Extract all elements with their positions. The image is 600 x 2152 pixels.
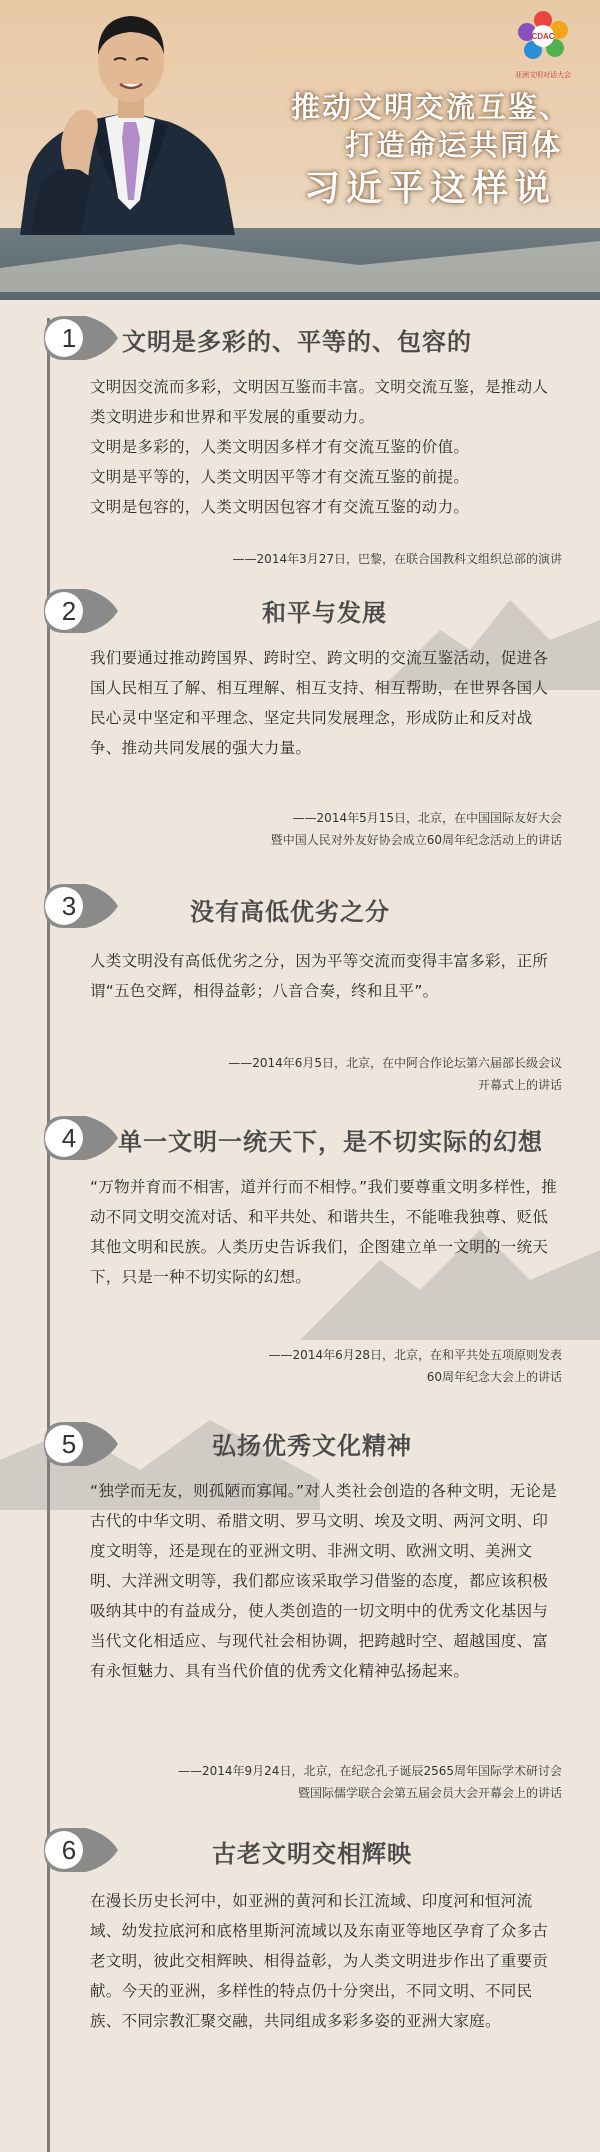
section-number: 5 — [61, 1429, 77, 1459]
source-citation — [92, 1052, 562, 1096]
section-number: 3 — [61, 891, 77, 921]
section-title: 文明是多彩的、平等的、包容的 — [122, 328, 472, 356]
section-number-badge — [38, 585, 120, 637]
source-line: ——2014年6月28日，北京，在和平共处五项原则发表 — [268, 1348, 562, 1362]
source-line: 开幕式上的讲话 — [477, 1078, 562, 1092]
cdac-logo — [508, 8, 578, 86]
headline-line2: 打造命运共同体 — [344, 128, 562, 162]
source-line: ——2014年9月24日，北京，在纪念孔子诞辰2565周年国际学术研讨会 — [178, 1764, 562, 1778]
headline — [210, 88, 570, 214]
paragraph: 文明是多彩的，人类文明因多样才有交流互鉴的价值。 — [90, 438, 470, 456]
paragraph: 文明是平等的，人类文明因平等才有交流互鉴的前提。 — [90, 468, 470, 486]
paragraph: 文明因交流而多彩，文明因互鉴而丰富。文明交流互鉴，是推动人类文明进步和世界和平发展的重要动力。 — [90, 378, 549, 426]
source-citation — [92, 1344, 562, 1388]
section-number: 2 — [61, 596, 77, 626]
header-banner — [0, 0, 600, 300]
section-title: 和平与发展 — [262, 599, 387, 627]
paragraph: “万物并育而不相害，道并行而不相悖。”我们要尊重文明多样性，推动不同文明交流对话、和平共处、和谐共生，不能唯我独尊、贬低其他文明和民族。人类历史告诉我们，企图建立单一文明的一统天下，只是一种不切实际的幻想。 — [90, 1178, 558, 1286]
section-body — [90, 1476, 560, 1686]
paragraph: 在漫长历史长河中，如亚洲的黄河和长江流域、印度河和恒河流域、幼发拉底河和底格里斯河流域以及东南亚等地区孕育了众多古老文明，彼此交相辉映、相得益彰，为人类文明进步作出了重要贡献。今天的亚洲，多样性的特点仍十分突出，不同文明、不同民族、不同宗教汇聚交融，共同组成多彩多姿的亚洲大家庭。 — [90, 1892, 549, 2030]
section-body — [90, 1172, 560, 1292]
section-number-badge — [38, 1112, 120, 1164]
section-title: 弘扬优秀文化精神 — [212, 1432, 412, 1460]
section-body — [90, 643, 560, 763]
section-number-badge — [38, 1418, 120, 1470]
source-line: ——2014年3月27日，巴黎，在联合国教科文组织总部的演讲 — [232, 552, 562, 566]
section-number-badge — [38, 880, 120, 932]
paragraph: 人类文明没有高低优劣之分，因为平等交流而变得丰富多彩，正所谓“五色交辉，相得益彰；八音合奏，终和且平”。 — [90, 952, 549, 1000]
section-title: 没有高低优劣之分 — [190, 898, 390, 926]
source-line: 暨中国人民对外友好协会成立60周年纪念活动上的讲话 — [270, 833, 562, 847]
source-citation — [92, 807, 562, 851]
cdac-logo-mark — [515, 8, 571, 64]
source-line: 暨国际儒学联合会第五届会员大会开幕会上的讲话 — [297, 1786, 562, 1800]
section-number-badge — [38, 312, 120, 364]
paragraph: 我们要通过推动跨国界、跨时空、跨文明的交流互鉴活动，促进各国人民相互了解、相互理解、相互支持、相互帮助，在世界各国人民心灵中坚定和平理念、坚定共同发展理念，形成防止和反对战争、推动共同发展的强大力量。 — [90, 649, 549, 757]
portrait-illustration — [10, 0, 240, 235]
section-body — [90, 1886, 560, 2036]
source-line: 60周年纪念大会上的讲话 — [426, 1370, 562, 1384]
section-body — [90, 946, 560, 1006]
section-number: 4 — [61, 1123, 77, 1153]
section-number: 6 — [61, 1835, 77, 1865]
headline-line3: 习近平这样说 — [303, 168, 556, 209]
paragraph: 文明是包容的，人类文明因包容才有交流互鉴的动力。 — [90, 498, 470, 516]
section-number: 1 — [61, 323, 77, 353]
paragraph: “独学而无友，则孤陋而寡闻。”对人类社会创造的各种文明，无论是古代的中华文明、希腊文明、罗马文明、埃及文明、两河文明、印度文明等，还是现在的亚洲文明、非洲文明、欧洲文明、美洲文明、大洋洲文明等，我们都应该采取学习借鉴的态度，都应该积极吸纳其中的有益成分，使人类创造的一切文明中的优秀文化基因与当代文化相适应、与现代社会相协调，把跨越时空、超越国度、富有永恒魅力、具有当代价值的优秀文化精神弘扬起来。 — [90, 1482, 558, 1680]
headline-line1: 推动文明交流互鉴、 — [290, 90, 570, 124]
section-title: 单一文明一统天下，是不切实际的幻想 — [118, 1128, 543, 1156]
section-number-badge — [38, 1824, 120, 1876]
svg-text:CDAC: CDAC — [531, 32, 555, 41]
source-citation — [92, 548, 562, 570]
section-title: 古老文明交相辉映 — [212, 1840, 412, 1868]
logo-caption: 亚洲文明对话大会 — [515, 71, 571, 79]
source-line: ——2014年6月5日，北京，在中阿合作论坛第六届部长级会议 — [228, 1056, 562, 1070]
source-line: ——2014年5月15日，北京，在中国国际友好大会 — [292, 811, 562, 825]
section-body — [90, 372, 560, 522]
source-citation — [92, 1760, 562, 1804]
